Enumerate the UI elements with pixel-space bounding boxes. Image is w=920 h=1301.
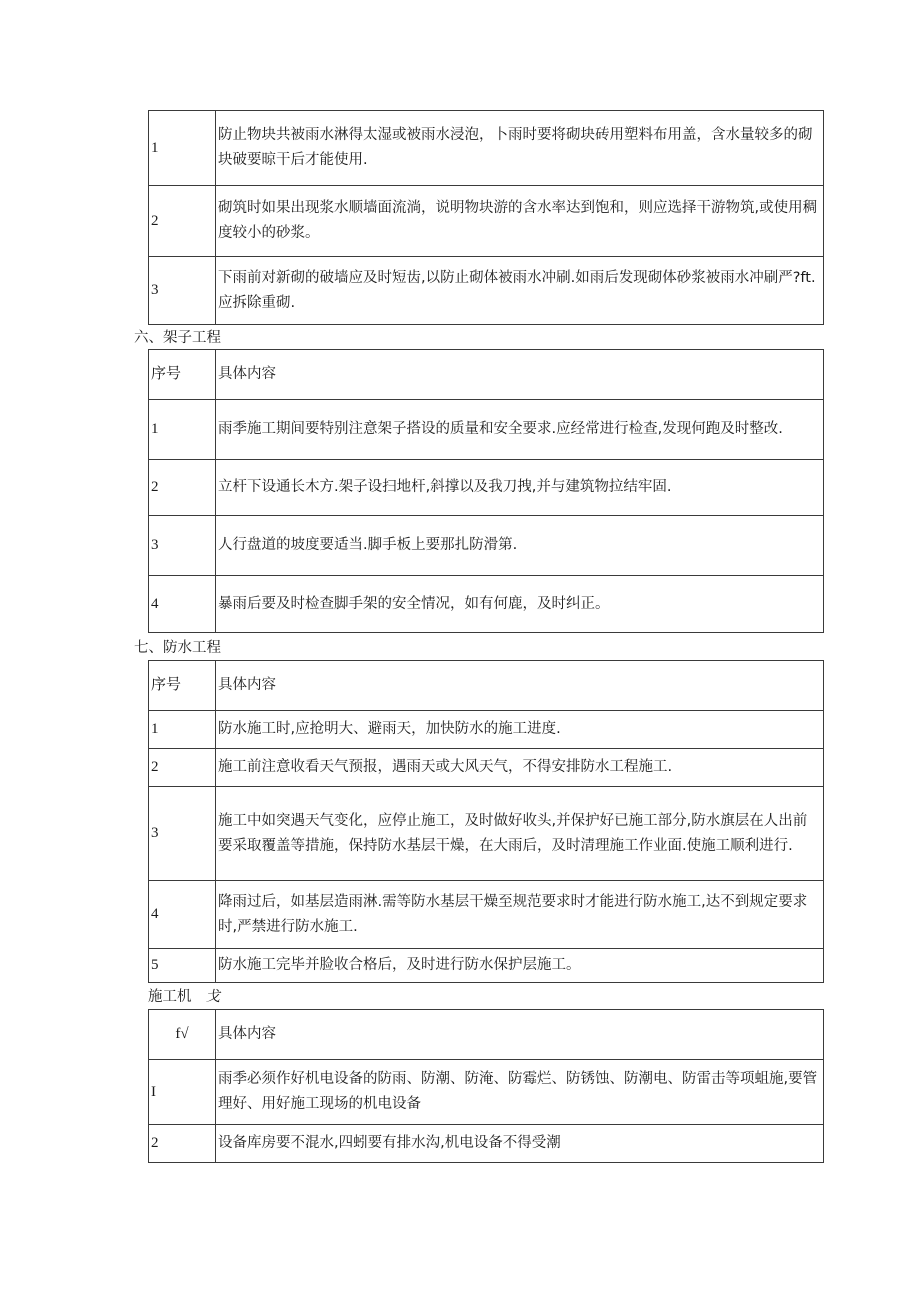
row-content: 立杆下设通长木方.架子设扫地杆,斜撑以及我刀拽,并与建筑物拉结牢固. (216, 460, 824, 516)
table-row (149, 186, 824, 257)
row-number: 1 (149, 400, 216, 460)
header-number: f√ (149, 1010, 216, 1060)
table-header-row (149, 350, 824, 400)
table-row (149, 749, 824, 787)
row-number: 2 (149, 460, 216, 516)
table-row (149, 711, 824, 749)
masonry-table (148, 110, 824, 325)
row-content: 下雨前对新砌的破墙应及时短齿,以防止砌体被雨水冲刷.如雨后发现砌体砂浆被雨水冲刷严?ft.应拆除重砌. (216, 257, 824, 325)
scaffold-table (148, 349, 824, 633)
row-content: 防水施工完毕并脸收合格后，及时进行防水保护层施工。 (216, 949, 824, 983)
table-row (149, 257, 824, 325)
header-number: 序号 (149, 350, 216, 400)
row-content: 施工中如突遇天气变化，应停止施工，及时做好收头,并保护好已施工部分,防水旗层在人出前要采取覆盖等措施，保持防水基层干燥，在大雨后，及时清理施工作业面.使施工顺利进行. (216, 787, 824, 881)
table-row (149, 516, 824, 576)
row-number: 4 (149, 576, 216, 633)
section-heading-waterproof: 七、防水工程 (134, 640, 221, 656)
table-row (149, 949, 824, 983)
row-content: 雨季施工期间要特别注意架子搭设的质量和安全要求.应经常进行检查,发现何跑及时整改. (216, 400, 824, 460)
table-row (149, 400, 824, 460)
row-number: 1 (149, 711, 216, 749)
row-number: 4 (149, 881, 216, 949)
row-content: 降雨过后，如基层造雨淋.需等防水基层干燥至规范要求时才能进行防水施工,达不到规定要求时,严禁进行防水施工. (216, 881, 824, 949)
row-content: 雨季必须作好机电设备的防雨、防潮、防淹、防霉烂、防锈蚀、防潮电、防雷击等项蛆施,要管理好、用好施工现场的机电设备 (216, 1060, 824, 1125)
row-content: 人行盘道的坡度要适当.脚手板上要那扎防滑第. (216, 516, 824, 576)
table-header-row (149, 661, 824, 711)
row-number: 3 (149, 787, 216, 881)
row-number: 3 (149, 516, 216, 576)
table-row (149, 576, 824, 633)
waterproof-table (148, 660, 824, 983)
header-content: 具体内容 (216, 661, 824, 711)
row-content: 防水施工时,应抢明大、避雨天，加快防水的施工进度. (216, 711, 824, 749)
table-row (149, 1060, 824, 1125)
table-row (149, 787, 824, 881)
header-content: 具体内容 (216, 1010, 824, 1060)
table-row (149, 460, 824, 516)
table-header-row (149, 1010, 824, 1060)
header-number: 序号 (149, 661, 216, 711)
row-number: 2 (149, 186, 216, 257)
row-number: 2 (149, 1125, 216, 1163)
row-number: 3 (149, 257, 216, 325)
table-row (149, 1125, 824, 1163)
row-number: 5 (149, 949, 216, 983)
section-heading-scaffold: 六、架子工程 (134, 330, 221, 346)
row-content: 施工前注意收看天气预报，遇雨天或大风天气，不得安排防水工程施工. (216, 749, 824, 787)
table-row (149, 111, 824, 186)
machinery-table (148, 1009, 824, 1163)
section-heading-machinery (148, 987, 220, 1007)
row-content: 砌筑时如果出现浆水顺墙面流淌，说明物块游的含水率达到饱和，则应选择干游物筑,或使用稠度较小的砂浆。 (216, 186, 824, 257)
table-row (149, 881, 824, 949)
header-content: 具体内容 (216, 350, 824, 400)
row-content: 设备库房要不混水,四蚓要有排水沟,机电设备不得受潮 (216, 1125, 824, 1163)
row-content: 暴雨后要及时检查脚手架的安全情况，如有何鹿，及时纠正。 (216, 576, 824, 633)
row-number: 2 (149, 749, 216, 787)
section-heading-mark: 戈 (205, 989, 220, 1005)
row-number: 1 (149, 111, 216, 186)
section-heading-text: 施工机 (148, 989, 192, 1005)
row-content: 防止物块共被雨水淋得太湿或被雨水浸泡，卜雨时要将砌块砖用塑料布用盖，含水量较多的砌块破要晾干后才能使用. (216, 111, 824, 186)
row-number: I (149, 1060, 216, 1125)
